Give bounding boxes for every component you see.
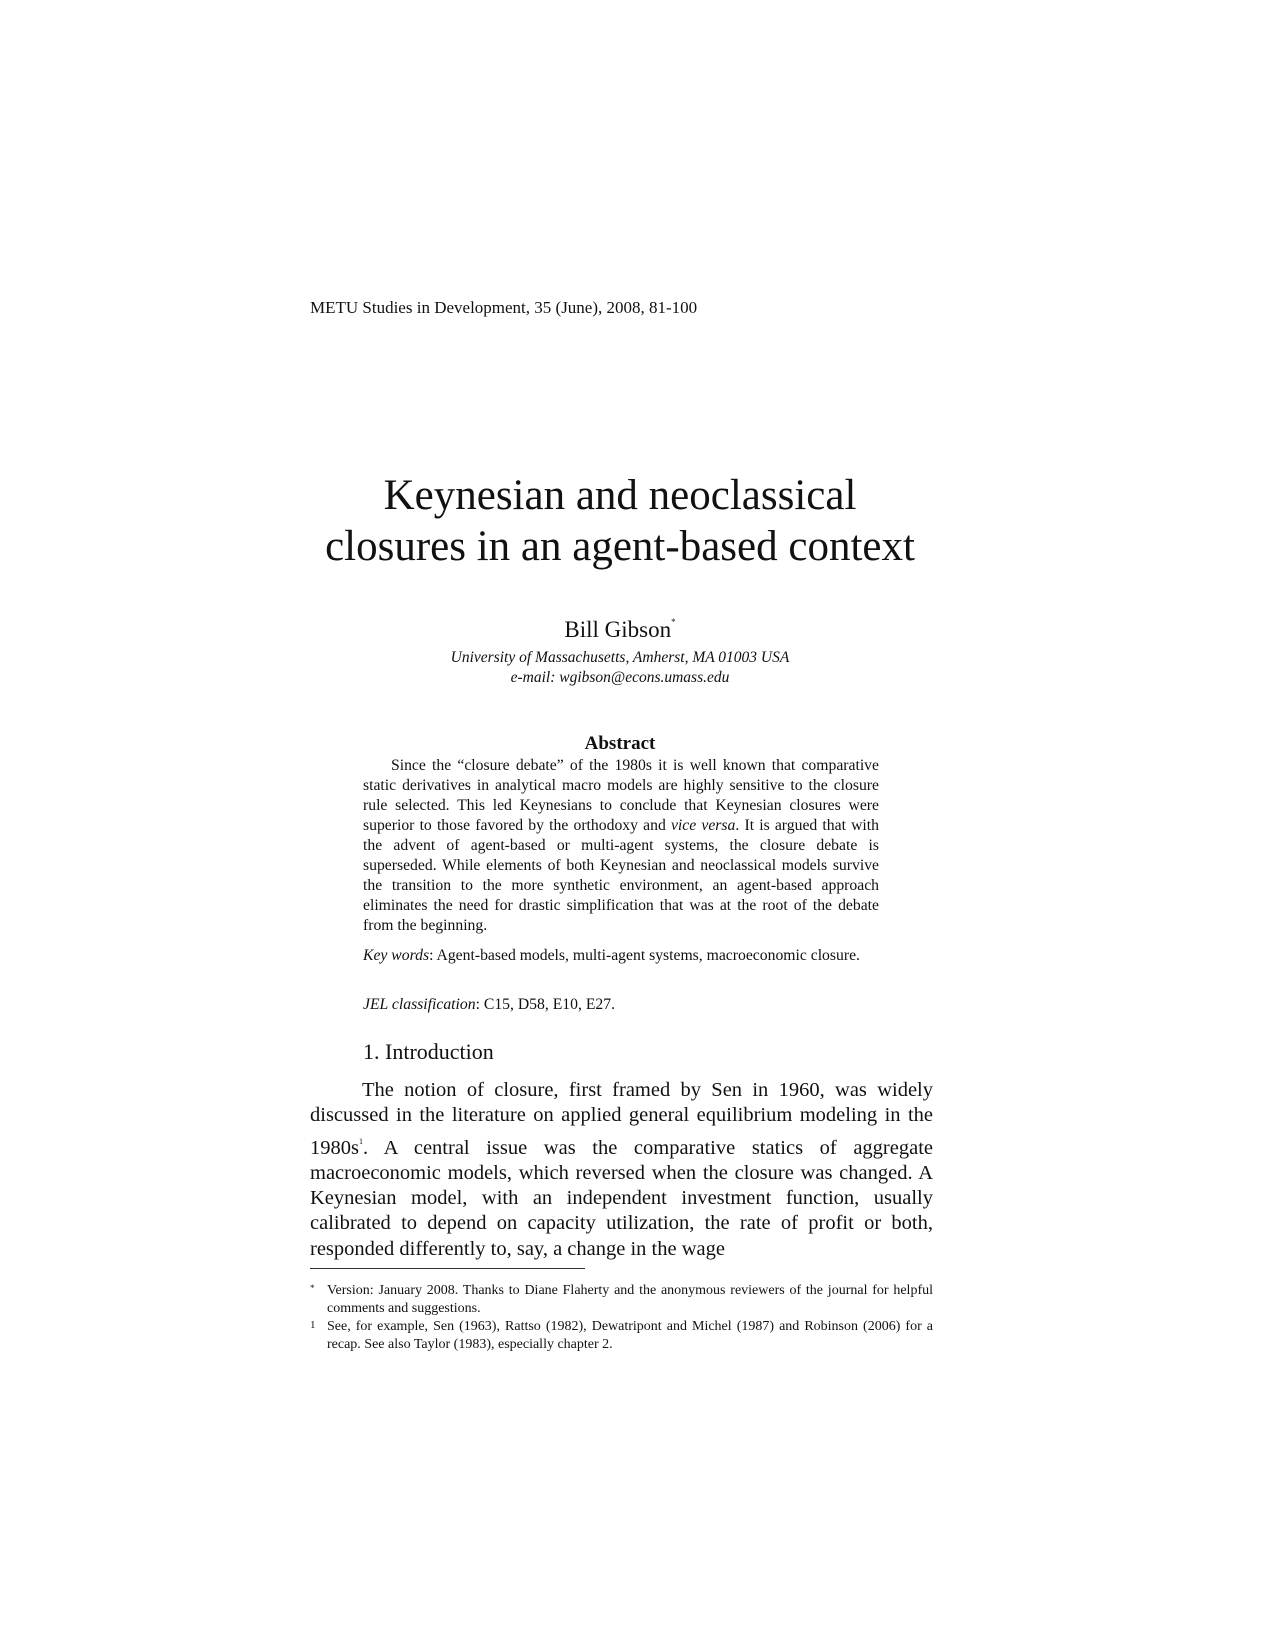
footnote bbox=[310, 1318, 933, 1354]
jel-classification bbox=[363, 996, 879, 1014]
author-affiliation: University of Massachusetts, Amherst, MA 01003 USA bbox=[450, 649, 790, 666]
author-footnote-mark: * bbox=[671, 617, 676, 627]
section-heading-introduction: 1. Introduction bbox=[363, 1039, 494, 1064]
journal-citation: METU Studies in Development, 35 (June), 2008, 81-100 bbox=[310, 298, 698, 317]
keywords bbox=[363, 946, 879, 966]
introduction-paragraph bbox=[310, 1078, 933, 1262]
paper-title-line-1: Keynesian and neoclassical bbox=[383, 472, 857, 519]
paper-title bbox=[300, 470, 940, 572]
footnote-text: See, for example, Sen (1963), Rattso (1982), Dewatripont and Michel (1987) and Robinson (2006) for a recap. See also Taylor (1983), especially chapter 2. bbox=[327, 1319, 933, 1352]
jel-text: : C15, D58, E10, E27. bbox=[475, 996, 616, 1013]
footnote-mark: 1 bbox=[310, 1319, 316, 1331]
paper-title-line-2: closures in an agent-based context bbox=[325, 523, 915, 570]
footnote-text: Version: January 2008. Thanks to Diane Flaherty and the anonymous reviewers of the journal for helpful comments and suggestions. bbox=[327, 1283, 933, 1316]
intro-text-part-2: . A central issue was the comparative statics of aggregate macroeconomic models, which reversed when the closure was changed. A Keynesian model, with an independent investment function, usually calibrated to depend on capacity utilization, the rate of profit or both, responded differently to, say, a change in the wage bbox=[310, 1136, 933, 1260]
keywords-label: Key words bbox=[363, 947, 430, 964]
keywords-text: : Agent-based models, multi-agent systems, macroeconomic closure. bbox=[429, 947, 860, 964]
abstract-text bbox=[363, 756, 879, 936]
author-name-block bbox=[300, 617, 940, 643]
abstract-heading: Abstract bbox=[584, 733, 656, 754]
jel-label: JEL classification bbox=[363, 996, 476, 1013]
footnote bbox=[310, 1282, 933, 1318]
footnote-ref-1[interactable]: 1 bbox=[358, 1136, 363, 1146]
footnote-mark: * bbox=[310, 1283, 315, 1293]
author-affiliation-block bbox=[300, 648, 940, 688]
abstract-text-italic: vice versa bbox=[670, 817, 736, 834]
author-name: Bill Gibson bbox=[564, 617, 672, 642]
intro-text-part-1: The notion of closure, first framed by Sen in 1960, was widely discussed in the literature on applied general equilibrium modeling in the 1980s bbox=[310, 1079, 933, 1159]
author-email: e-mail: wgibson@econs.umass.edu bbox=[510, 669, 730, 686]
abstract-text-part-1: Since the “closure debate” of the 1980s it is well known that comparative static derivatives in analytical macro models are highly sensitive to the closure rule selected. This led Keynesians to conclude that Keynesian closures were superior to those favored by the orthodoxy and bbox=[363, 757, 879, 834]
footnote-divider bbox=[310, 1268, 585, 1269]
abstract-text-part-2: . It is argued that with the advent of agent-based or multi-agent systems, the closure debate is superseded. While elements of both Keynesian and neoclassical models survive the transition to the more synthetic environment, an agent-based approach eliminates the need for drastic simplification that was at the root of the debate from the beginning. bbox=[363, 817, 879, 934]
